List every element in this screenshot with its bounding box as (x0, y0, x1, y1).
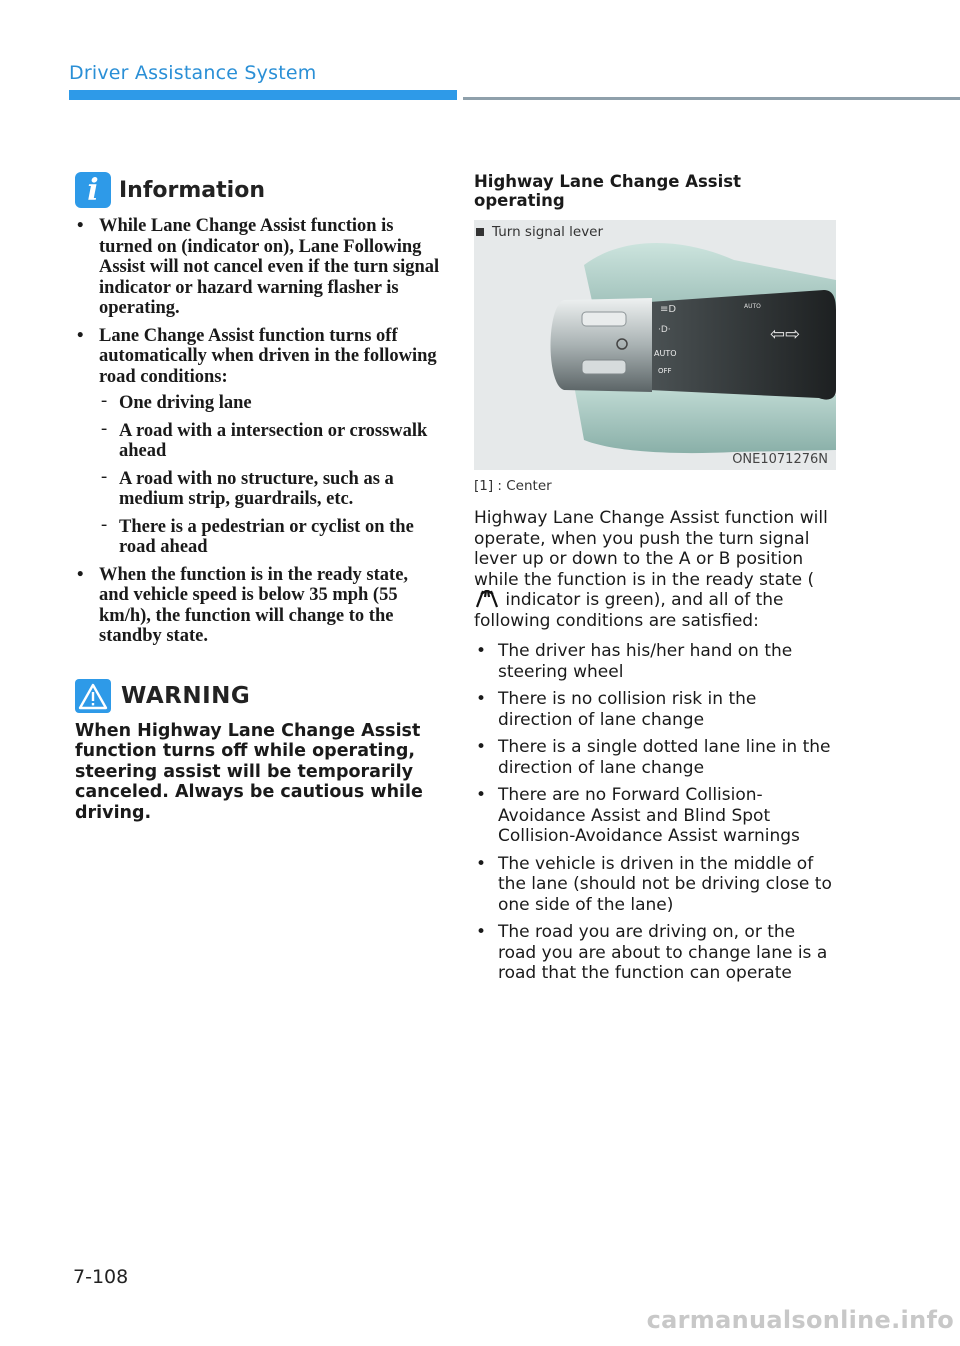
warning-text: When Highway Lane Change Assist function turns off while operating, steering assist will be temporarily canceled. Always be cautious while driving. (75, 720, 423, 823)
road-conditions-list (99, 393, 440, 558)
header-rule-blue (69, 90, 457, 100)
svg-text:≡D: ≡D (660, 304, 677, 315)
road-condition-item: - There is a pedestrian or cyclist on the road ahead (99, 517, 440, 558)
condition-item: • The driver has his/her hand on the steering wheel (474, 641, 836, 682)
lever-label-auto-small: AUTO (744, 303, 761, 310)
figure-caption-text: Turn signal lever (492, 224, 604, 240)
lever-label-auto: AUTO (654, 349, 677, 358)
watermark: carmanualsonline.info (646, 1306, 954, 1334)
condition-item: • There is a single dotted lane line in the direction of lane change (474, 737, 836, 778)
information-item-text: While Lane Change Assist function is turned on (indicator on), Lane Following Assist will not cancel even if the turn signal indicator or hazard warning flasher is operating. (99, 216, 440, 318)
turn-signal-lever-illustration (474, 220, 836, 470)
condition-item: • There are no Forward Collision-Avoidance Assist and Blind Spot Collision-Avoidance Assist warnings (474, 785, 836, 847)
information-item (75, 326, 440, 558)
header-title: Driver Assistance System (69, 62, 317, 84)
figure-caption (476, 224, 603, 240)
svg-text:⇦⇨: ⇦⇨ (770, 324, 801, 345)
operation-description-part2: indicator is green), and all of the following conditions are satisfied: (474, 590, 784, 631)
information-list (75, 216, 440, 647)
information-heading (75, 170, 440, 210)
road-condition-item: - One driving lane (99, 393, 440, 414)
figure-code: ONE1071276N (732, 452, 828, 467)
operation-description-part1: Highway Lane Change Assist function will operate, when you push the turn signal lever up or down to the A or B position while the function is in the ready state ( (474, 508, 828, 590)
condition-item: • The road you are driving on, or the road you are about to change lane is a road that the function can operate (474, 922, 836, 984)
header-rule-gray (463, 97, 960, 100)
road-condition-item: - A road with no structure, such as a medium strip, guardrails, etc. (99, 469, 440, 510)
lever-label-off: OFF (658, 367, 672, 375)
road-condition-item: - A road with a intersection or crosswalk ahead (99, 421, 440, 462)
svg-text:·D·: ·D· (658, 325, 671, 335)
legend-note: [1] : Center (474, 478, 552, 494)
conditions-list (474, 641, 836, 984)
warning-heading (75, 677, 440, 715)
lane-change-indicator-icon (474, 590, 500, 608)
left-column (75, 170, 440, 823)
turn-signal-lever-figure (474, 220, 836, 470)
right-column (474, 172, 836, 991)
section-title: Highway Lane Change Assist operating (474, 172, 741, 210)
operation-description (474, 508, 836, 631)
information-item (75, 565, 440, 647)
caption-square-icon (476, 228, 484, 236)
info-icon: i (75, 172, 111, 208)
condition-item: • There is no collision risk in the direction of lane change (474, 689, 836, 730)
information-title: Information (119, 177, 265, 203)
warning-triangle-icon (75, 679, 111, 713)
information-item-text: Lane Change Assist function turns off automatically when driven in the following road conditions: (99, 325, 437, 387)
page-number: 7-108 (73, 1266, 129, 1288)
information-item (75, 216, 440, 319)
warning-title: WARNING (121, 682, 251, 709)
condition-item: • The vehicle is driven in the middle of the lane (should not be driving close to one side of the lane) (474, 854, 836, 916)
information-item-text: When the function is in the ready state, and vehicle speed is below 35 mph (55 km/h), the function will change to the standby state. (99, 564, 409, 646)
